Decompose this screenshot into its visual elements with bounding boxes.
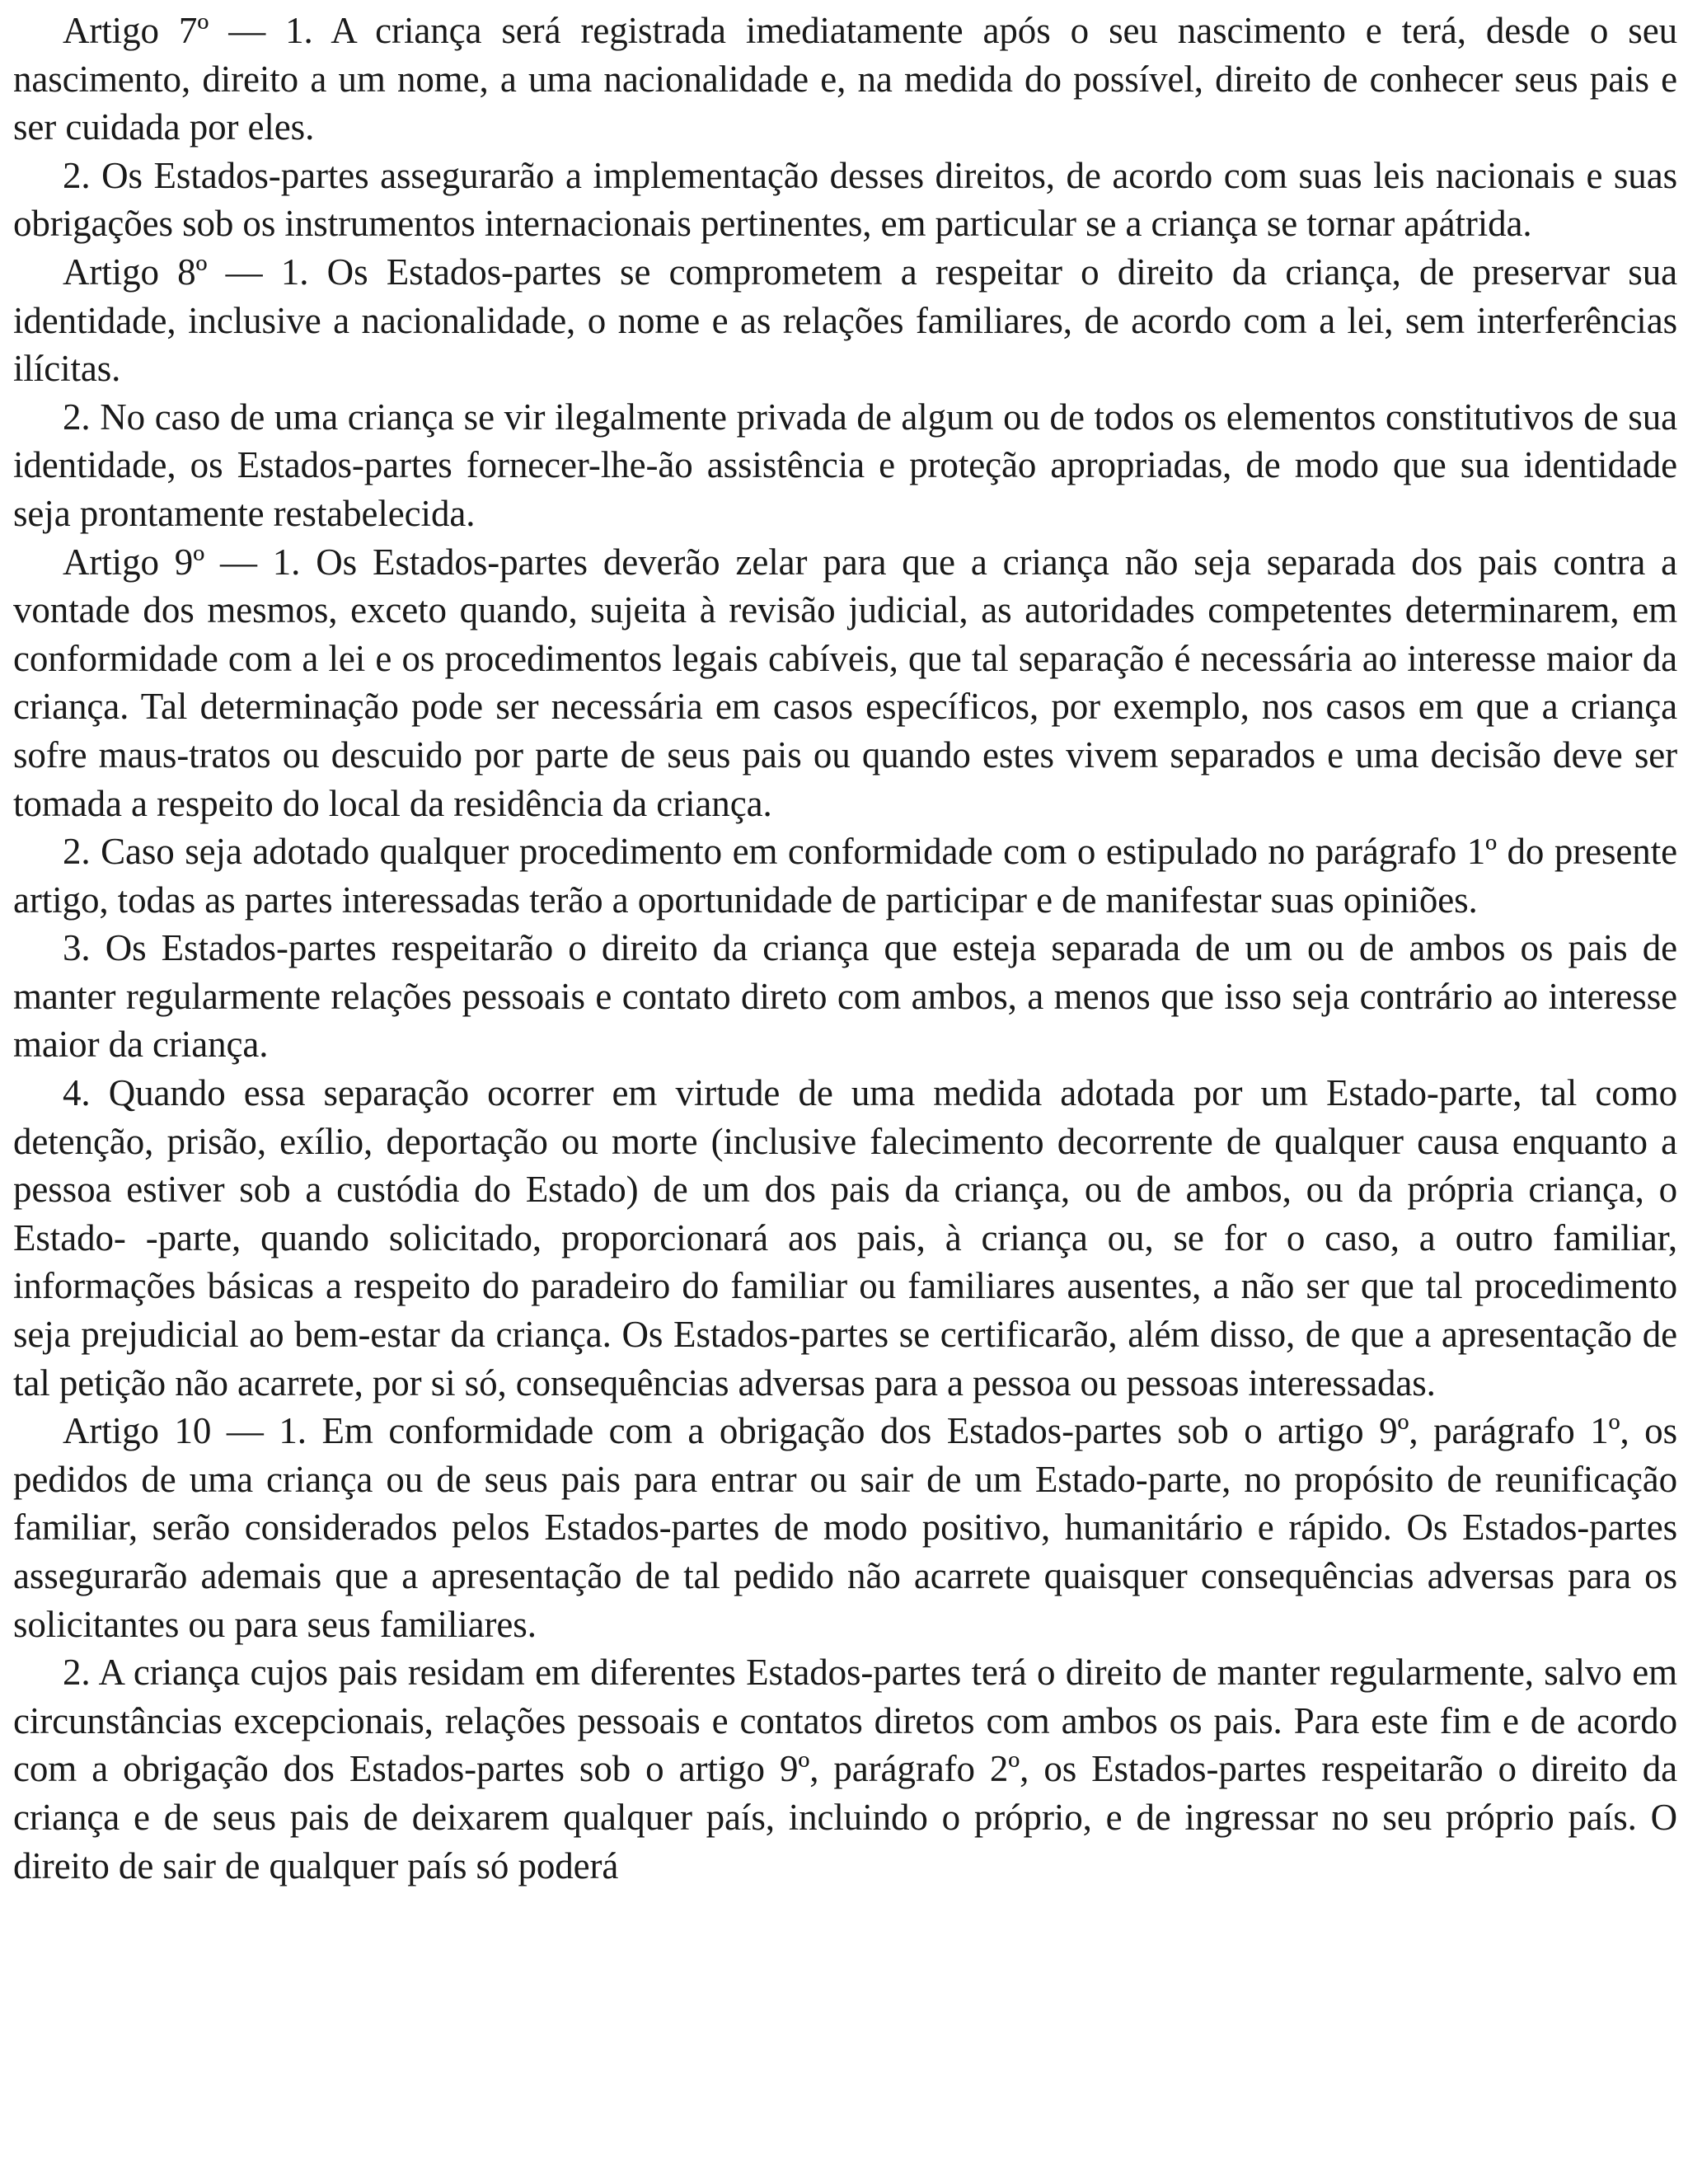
paragraph-art9-1: Artigo 9º — 1. Os Estados-partes deverão zelar para que a criança não seja separada dos pais contra a vontade dos mesmos, exceto quando, sujeita à revisão judicial, as autoridades competentes determinarem, em conformidade com a lei e os procedimentos legais cabíveis, que tal separação é necessária ao interesse maior da criança. Tal determinação pode ser necessária em casos específicos, por exemplo, nos casos em que a criança sofre maus-tratos ou descuido por parte de seus pais ou quando estes vivem separados e uma decisão deve ser tomada a respeito do local da residência da criança.: [13, 541, 1677, 824]
paragraph-art7-1: Artigo 7º — 1. A criança será registrada imediatamente após o seu nascimento e terá, desde o seu nascimento, direito a um nome, a uma nacionalidade e, na medida do possível, direito de conhecer seus pais e ser cuidada por eles.: [13, 10, 1677, 148]
paragraph-art9-4: 4. Quando essa separação ocorrer em virtude de uma medida adotada por um Estado-parte, tal como detenção, prisão, exílio, deportação ou morte (inclusive falecimento decorrente de qualquer causa enquanto a pessoa estiver sob a custódia do Estado) de um dos pais da criança, ou de ambos, ou da própria criança, o Estado- -parte, quando solicitado, proporcionará aos pais, à criança ou, se for o caso, a outro familiar, informações básicas a respeito do paradeiro do familiar ou familiares ausentes, a não ser que tal procedimento seja prejudicial ao bem-estar da criança. Os Estados-partes se certificarão, além disso, de que a apresentação de tal petição não acarrete, por si só, consequências adversas para a pessoa ou pessoas interessadas.: [13, 1072, 1677, 1404]
paragraph-art9-3: 3. Os Estados-partes respeitarão o direito da criança que esteja separada de um ou de ambos os pais de manter regularmente relações pessoais e contato direto com ambos, a menos que isso seja contrário ao interesse maior da criança.: [13, 927, 1677, 1066]
paragraph-art9-2: 2. Caso seja adotado qualquer procedimento em conformidade com o estipulado no parágrafo 1º do presente artigo, todas as partes interessadas terão a oportunidade de participar e de manifestar suas opiniões.: [13, 831, 1677, 921]
paragraph-art10-1: Artigo 10 — 1. Em conformidade com a obrigação dos Estados-partes sob o artigo 9º, parágrafo 1º, os pedidos de uma criança ou de seus pais para entrar ou sair de um Estado-parte, no propósito de reunificação familiar, serão considerados pelos Estados-partes de modo positivo, humanitário e rápido. Os Estados-partes assegurarão ademais que a apresentação de tal pedido não acarrete quaisquer consequências adversas para os solicitantes ou para seus familiares.: [13, 1410, 1677, 1645]
paragraph-art8-2: 2. No caso de uma criança se vir ilegalmente privada de algum ou de todos os elementos constitutivos de sua identidade, os Estados-partes fornecer-lhe-ão assistência e proteção apropriadas, de modo que sua identidade seja prontamente restabelecida.: [13, 396, 1677, 534]
paragraph-art10-2: 2. A criança cujos pais residam em diferentes Estados-partes terá o direito de manter regularmente, salvo em circunstâncias excepcionais, relações pessoais e contatos diretos com ambos os pais. Para este fim e de acordo com a obrigação dos Estados-partes sob o artigo 9º, parágrafo 2º, os Estados-partes respeitarão o direito da criança e de seus pais de deixarem qualquer país, incluindo o próprio, e de ingressar no seu próprio país. O direito de sair de qualquer país só poderá: [13, 1652, 1677, 1886]
paragraph-art8-1: Artigo 8º — 1. Os Estados-partes se comprometem a respeitar o direito da criança, de preservar sua identidade, inclusive a nacionalidade, o nome e as relações familiares, de acordo com a lei, sem interferências ilícitas.: [13, 251, 1677, 390]
paragraph-art7-2: 2. Os Estados-partes assegurarão a implementação desses direitos, de acordo com suas leis nacionais e suas obrigações sob os instrumentos internacionais pertinentes, em particular se a criança se tornar apátrida.: [13, 154, 1677, 245]
